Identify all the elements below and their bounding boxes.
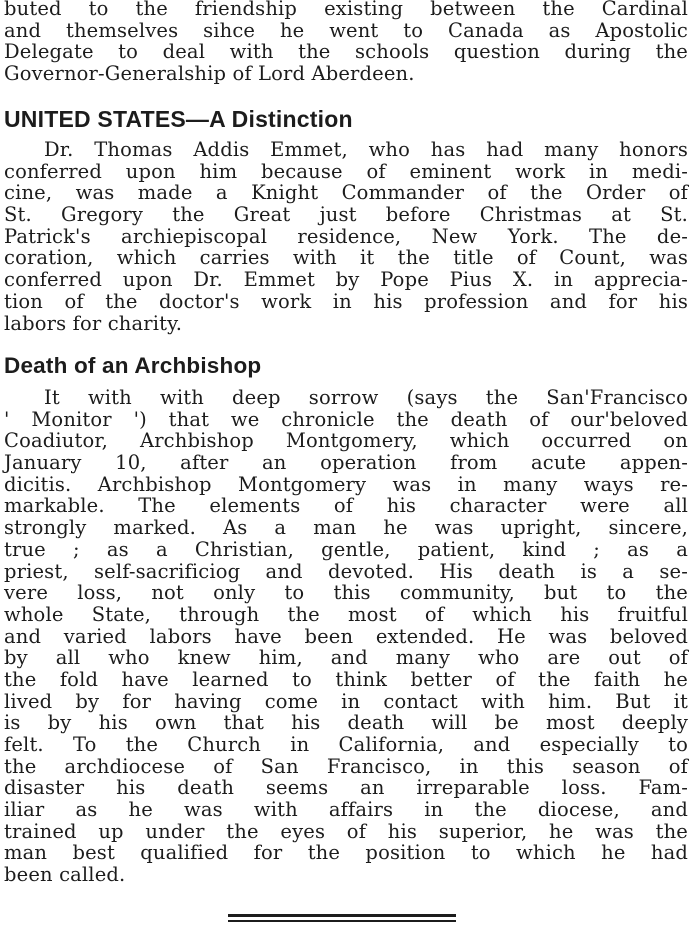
text-line: Governor-Generalship of Lord Aberdeen.: [4, 62, 415, 86]
intro-paragraph: [4, 0, 688, 85]
section1-paragraph: [4, 139, 688, 334]
text-line: tion of the doctor's work in his profession and for his: [4, 289, 688, 313]
text-line: the fold have learned to think better of the faith he: [4, 667, 688, 691]
text-line: and themselves sihce he went to Canada as Apostolic: [4, 18, 688, 42]
text-line: Delegate to deal with the schools question during the: [4, 40, 688, 64]
text-line: St. Gregory the Great just before Christmas at St.: [4, 203, 688, 227]
text-line: conferred upon Dr. Emmet by Pope Pius X. in apprecia-: [4, 268, 688, 292]
text-line: trained up under the eyes of his superior, he was the: [4, 819, 688, 843]
text-line: ' Monitor ') that we chronicle the death of our'beloved: [4, 407, 688, 431]
text-line: disaster his death seems an irreparable loss. Fam-: [4, 776, 688, 800]
text-line: vere loss, not only to this community, but to the: [4, 581, 688, 605]
text-line: iliar as he was with affairs in the diocese, and: [4, 798, 688, 822]
closing-rule: [228, 914, 456, 925]
text-line: been called.: [4, 863, 126, 887]
text-line: whole State, through the most of which his fruitful: [4, 602, 688, 626]
text-line: man best qualified for the position to which he had: [4, 841, 688, 865]
text-line: buted to the friendship existing between the Cardinal: [4, 0, 688, 20]
section-heading-death-of-archbishop: Death of an Archbishop: [4, 353, 262, 378]
text-line: lived by for having come in contact with him. But it: [4, 689, 688, 713]
text-line: is by his own that his death will be most deeply: [4, 711, 688, 735]
text-line: Patrick's archiepiscopal residence, New York. The de-: [4, 224, 688, 248]
text-line: felt. To the Church in California, and especially to: [4, 733, 688, 756]
divider: [228, 914, 456, 917]
text-line: and varied labors have been extended. He was beloved: [4, 624, 688, 648]
text-line: true ; as a Christian, gentle, patient, kind ; as a: [4, 537, 688, 561]
text-line: the archdiocese of San Francisco, in this season of: [4, 754, 688, 778]
text-line: Coadiutor, Archbishop Montgomery, which occurred on: [4, 429, 688, 453]
text-line: by all who knew him, and many who are out of: [4, 646, 688, 670]
text-line: conferred upon him because of eminent work in medi-: [4, 159, 688, 183]
text-line: cine, was made a Knight Commander of the Order of: [4, 181, 688, 205]
text-line: Dr. Thomas Addis Emmet, who has had many honors: [44, 138, 688, 161]
section2-paragraph: [4, 387, 688, 886]
text-line: markable. The elements of his character were all: [4, 494, 688, 518]
text-line: January 10, after an operation from acute appen-: [4, 451, 688, 475]
text-line: It with with deep sorrow (says the San'Francisco: [44, 386, 688, 409]
text-line: coration, which carries with it the title of Count, was: [4, 246, 688, 270]
text-line: labors for charity.: [4, 311, 183, 335]
divider: [228, 920, 456, 922]
text-line: priest, self-sacrificiog and devoted. His death is a se-: [4, 559, 688, 583]
text-line: dicitis. Archbishop Montgomery was in many ways re-: [4, 472, 688, 496]
section-heading-united-states: UNITED STATES—A Distinction: [4, 106, 353, 132]
text-line: strongly marked. As a man he was upright, sincere,: [4, 516, 688, 540]
